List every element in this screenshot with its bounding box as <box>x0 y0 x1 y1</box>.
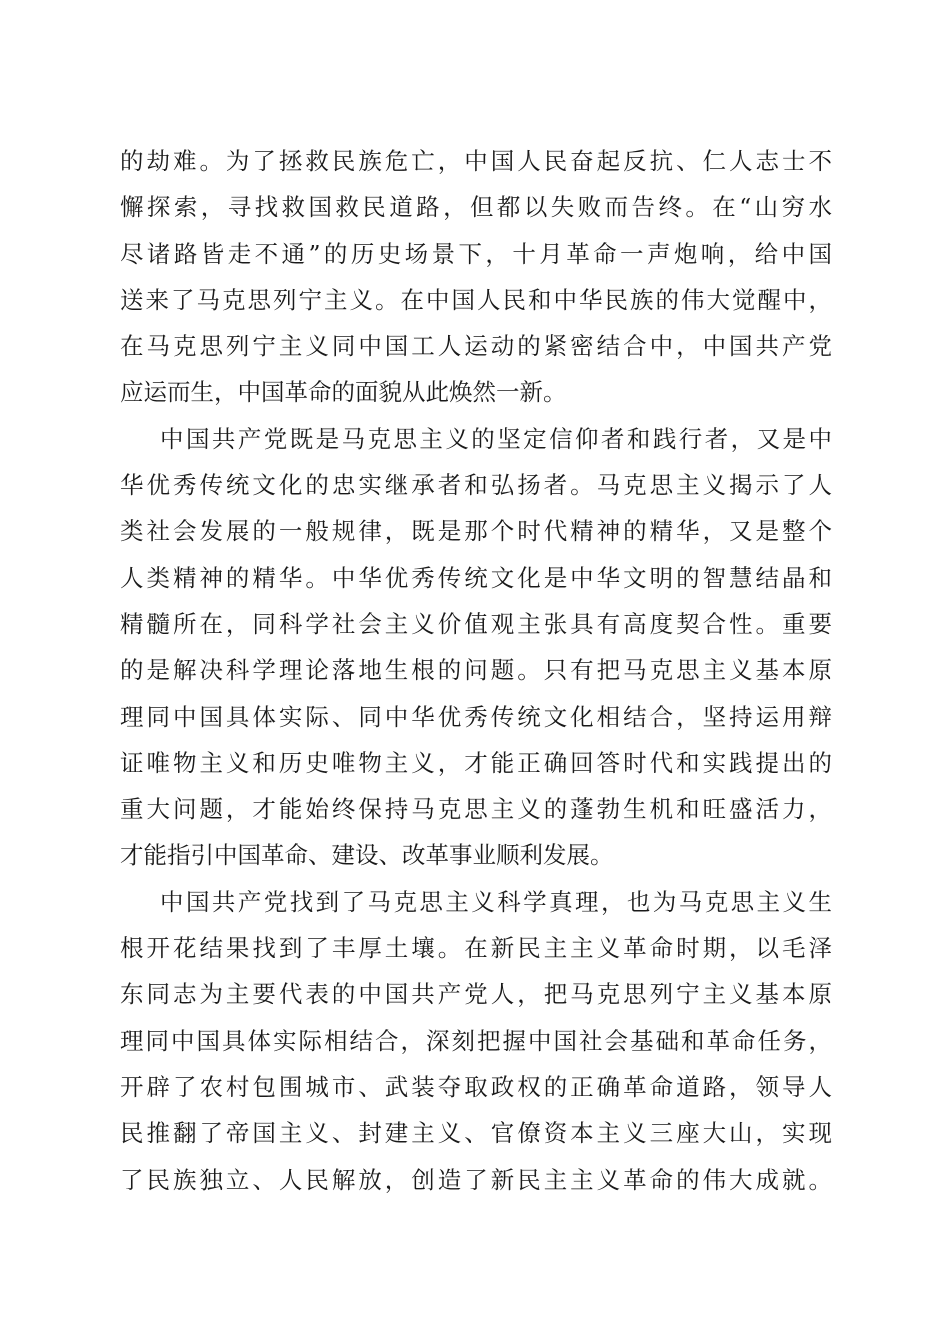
paragraph-1-line: 应运而生，中国革命的面貌从此焕然一新。 <box>120 378 567 407</box>
paragraph-2-line: 类社会发展的一般规律，既是那个时代精神的精华，又是整个 <box>120 517 832 546</box>
paragraph-3-line: 根开花结果找到了丰厚土壤。在新民主主义革命时期，以毛泽 <box>120 934 832 963</box>
paragraph-3-line: 民推翻了帝国主义、封建主义、官僚资本主义三座大山，实现 <box>120 1119 832 1148</box>
paragraph-2-line: 证唯物主义和历史唯物主义，才能正确回答时代和实践提出的 <box>120 748 832 777</box>
paragraph-3-line: 东同志为主要代表的中国共产党人，把马克思列宁主义基本原 <box>120 980 832 1009</box>
paragraph-3-line: 开辟了农村包围城市、武装夺取政权的正确革命道路，领导人 <box>120 1072 832 1101</box>
paragraph-2-line: 精髓所在，同科学社会主义价值观主张具有高度契合性。重要 <box>120 609 832 638</box>
paragraph-3-line: 理同中国具体实际相结合，深刻把握中国社会基础和革命任务， <box>120 1026 832 1055</box>
paragraph-3-line: 中国共产党找到了马克思主义科学真理，也为马克思主义生 <box>160 887 832 916</box>
paragraph-1-line: 送来了马克思列宁主义。在中国人民和中华民族的伟大觉醒中， <box>120 285 832 314</box>
paragraph-2-line: 华优秀传统文化的忠实继承者和弘扬者。马克思主义揭示了人 <box>120 471 832 500</box>
paragraph-2-line: 的是解决科学理论落地生根的问题。只有把马克思主义基本原 <box>120 656 832 685</box>
paragraph-1-line: 的劫难。为了拯救民族危亡，中国人民奋起反抗、仁人志士不 <box>120 147 832 175</box>
paragraph-2-line: 理同中国具体实际、同中华优秀传统文化相结合，坚持运用辩 <box>120 702 832 731</box>
paragraph-1-line: 懈探索，寻找救国救民道路，但都以失败而告终。在“山穷水 <box>120 193 832 222</box>
paragraph-2-line: 重大问题，才能始终保持马克思主义的蓬勃生机和旺盛活力， <box>120 795 832 824</box>
paragraph-2-line: 人类精神的精华。中华优秀传统文化是中华文明的智慧结晶和 <box>120 563 832 592</box>
body-text <box>120 138 832 1203</box>
paragraph-2-line: 才能指引中国革命、建设、改革事业顺利发展。 <box>120 841 614 870</box>
paragraph-3-line: 了民族独立、人民解放，创造了新民主主义革命的伟大成就。 <box>120 1165 832 1194</box>
paragraph-1-line: 尽诸路皆走不通”的历史场景下，十月革命一声炮响，给中国 <box>120 239 832 268</box>
paragraph-1-line: 在马克思列宁主义同中国工人运动的紧密结合中，中国共产党 <box>120 332 832 361</box>
paragraph-2-line: 中国共产党既是马克思主义的坚定信仰者和践行者，又是中 <box>160 424 832 453</box>
